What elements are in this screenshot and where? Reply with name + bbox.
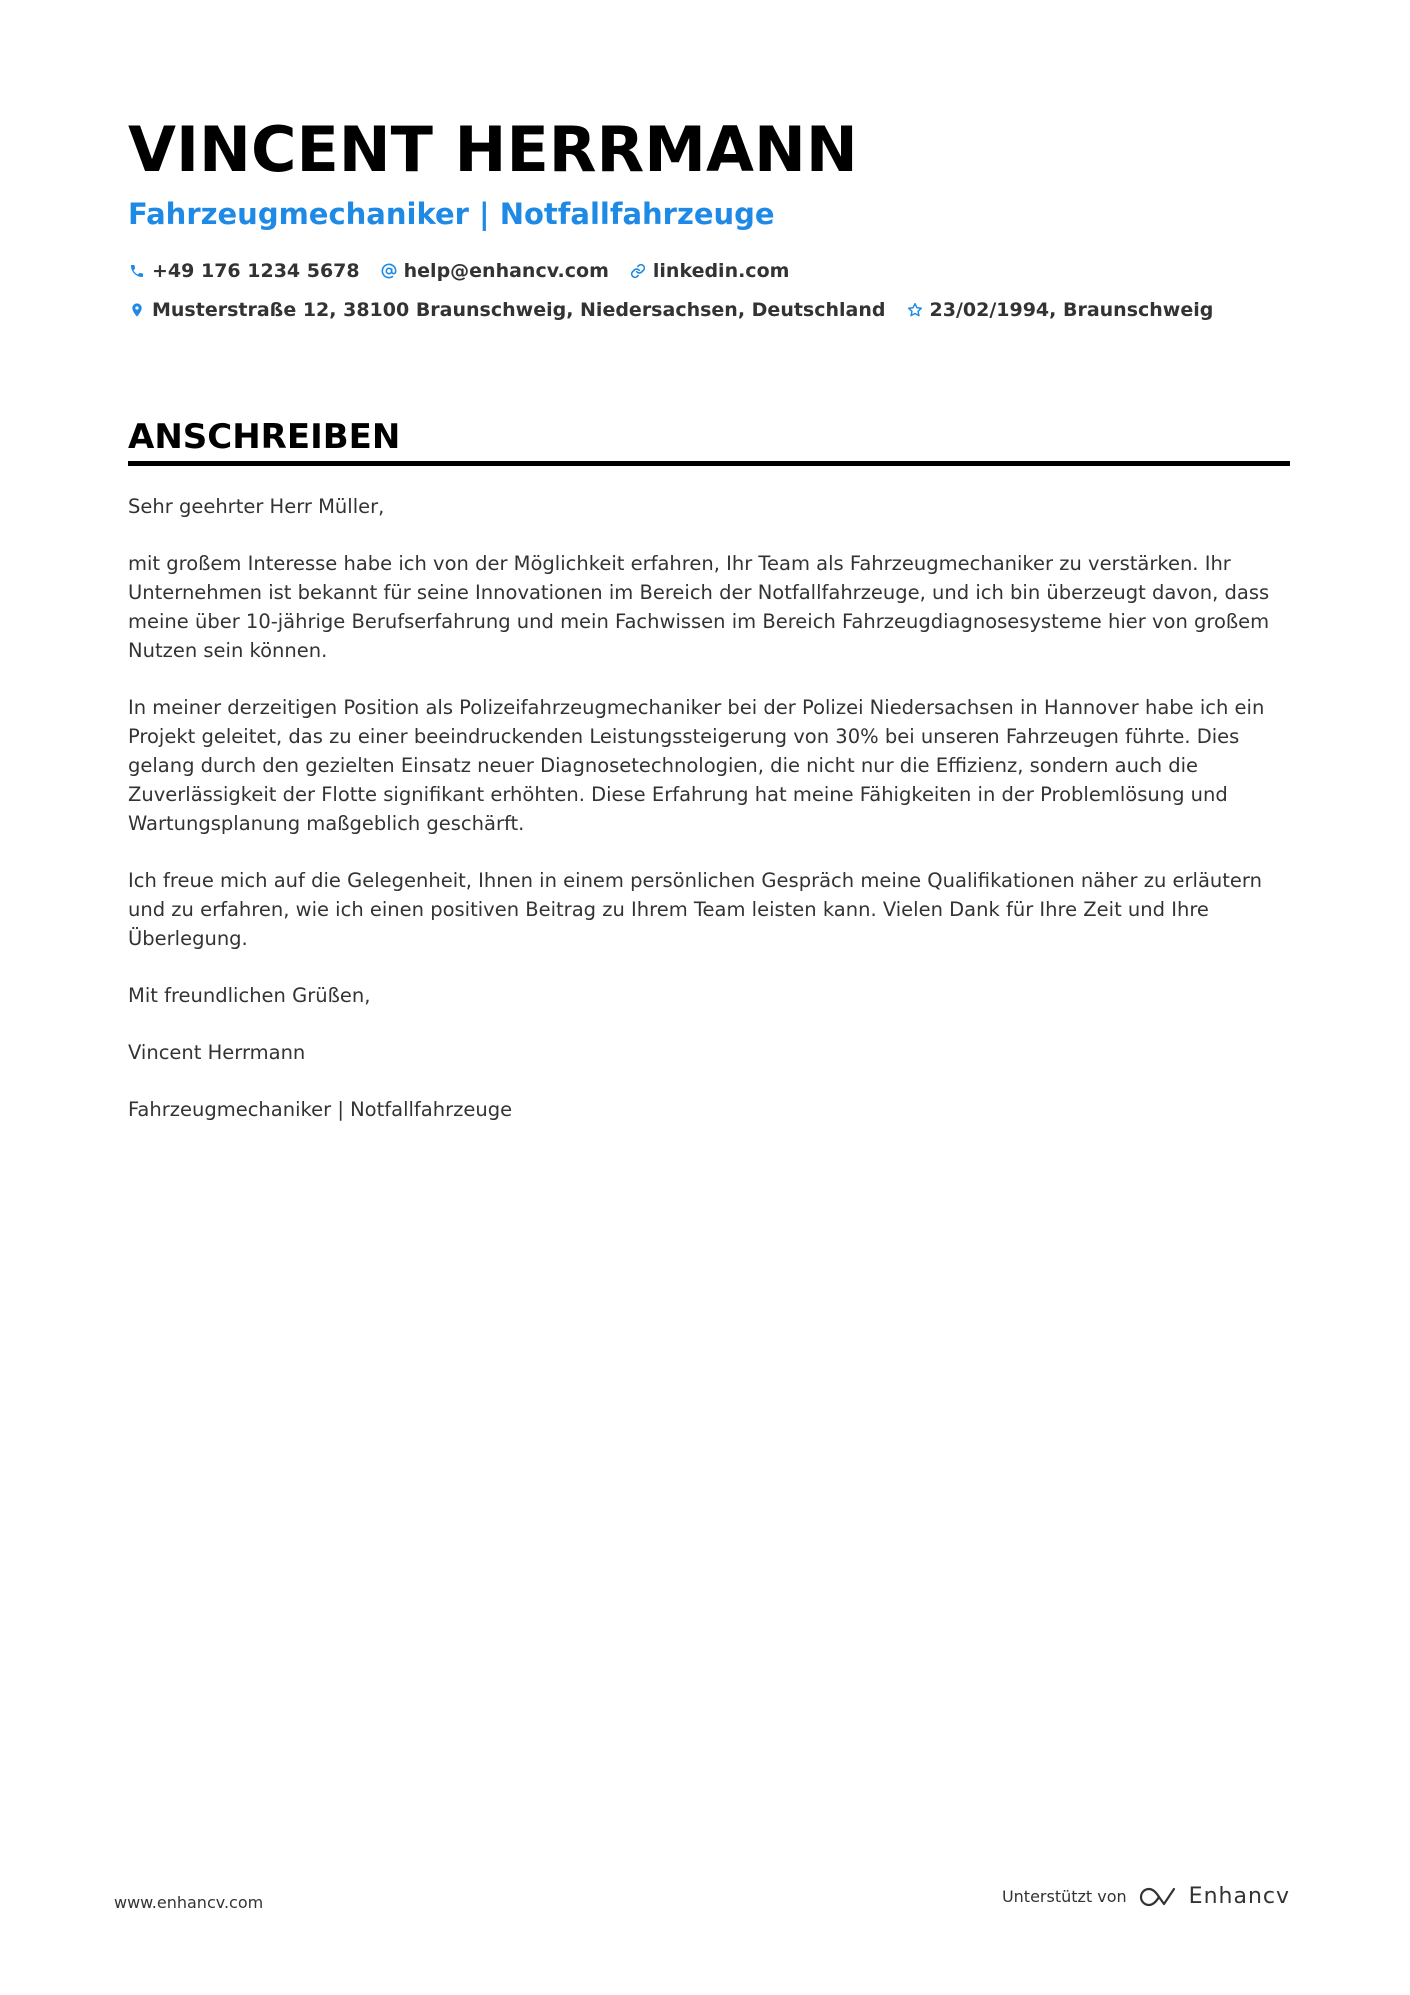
star-icon: [906, 301, 924, 319]
phone-number: +49 176 1234 5678: [152, 260, 360, 282]
signature-name: Vincent Herrmann: [128, 1041, 306, 1064]
section-title: ANSCHREIBEN: [128, 417, 1290, 466]
salutation: Sehr geehrter Herr Müller,: [128, 495, 385, 518]
letter-paragraph: Ich freue mich auf die Gelegenheit, Ihnen in einem persönlichen Gespräch meine Qualifikationen näher zu erläutern und zu erfahren, wie ich einen positiven Beitrag zu Ihrem Team leisten kann. Vielen Dank für Ihre Zeit und Ihre Überlegung.: [128, 869, 1262, 950]
address: Musterstraße 12, 38100 Braunschweig, Niedersachsen, Deutschland: [152, 299, 886, 321]
applicant-name: VINCENT HERRMANN: [128, 113, 858, 186]
link-icon: [629, 262, 647, 280]
applicant-title: Fahrzeugmechaniker | Notfallfahrzeuge: [128, 197, 775, 231]
letter-paragraph: In meiner derzeitigen Position als Polizeifahrzeugmechaniker bei der Polizei Niedersachsen in Hannover habe ich ein Projekt geleitet, das zu einer beeindruckenden Leistungssteigerung von 30% bei unseren Fahrzeugen führte. Dies gelang durch den gezielten Einsatz neuer Diagnosetechnologien, die nicht nur die Effizienz, sondern auch die Zuverlässigkeit der Flotte signifikant erhöhten. Diese Erfahrung hat meine Fähigkeiten in der Problemlösung und Wartungsplanung maßgeblich geschärft.: [128, 696, 1265, 835]
contact-linkedin[interactable]: [629, 260, 790, 282]
cover-letter-section: [128, 417, 1290, 1124]
enhancv-logo-icon: [1139, 1885, 1183, 1909]
contact-row-2: [128, 295, 1290, 325]
email-address[interactable]: help@enhancv.com: [403, 260, 609, 282]
cover-letter-page: [128, 112, 1290, 1152]
enhancv-logo[interactable]: [1139, 1884, 1290, 1909]
contact-address: [128, 299, 886, 321]
brand-name: Enhancv: [1188, 1884, 1290, 1909]
closing: Mit freundlichen Grüßen,: [128, 984, 371, 1007]
contact-row-1: [128, 256, 1290, 286]
powered-by-label: Unterstützt von: [1001, 1887, 1127, 1906]
contact-birth: [906, 299, 1214, 321]
phone-icon: [128, 262, 146, 280]
contact-email[interactable]: [380, 260, 609, 282]
contact-info: [128, 256, 1290, 325]
letter-paragraph: mit großem Interesse habe ich von der Möglichkeit erfahren, Ihr Team als Fahrzeugmechaniker zu verstärken. Ihr Unternehmen ist bekannt für seine Innovationen im Bereich der Notfallfahrzeuge, und ich bin überzeugt davon, dass meine über 10-jährige Berufserfahrung und mein Fachwissen im Bereich Fahrzeugdiagnosesysteme hier von großem Nutzen sein können.: [128, 552, 1270, 662]
linkedin-link[interactable]: linkedin.com: [652, 260, 790, 282]
footer-branding: [1002, 1884, 1290, 1909]
contact-phone: [128, 260, 360, 282]
at-icon: [380, 262, 398, 280]
letter-body: [128, 492, 1290, 1124]
location-pin-icon: [128, 301, 146, 319]
birth-date-place: 23/02/1994, Braunschweig: [929, 299, 1214, 321]
footer-website[interactable]: www.enhancv.com: [114, 1893, 264, 1912]
signature-title: Fahrzeugmechaniker | Notfallfahrzeuge: [128, 1098, 513, 1121]
